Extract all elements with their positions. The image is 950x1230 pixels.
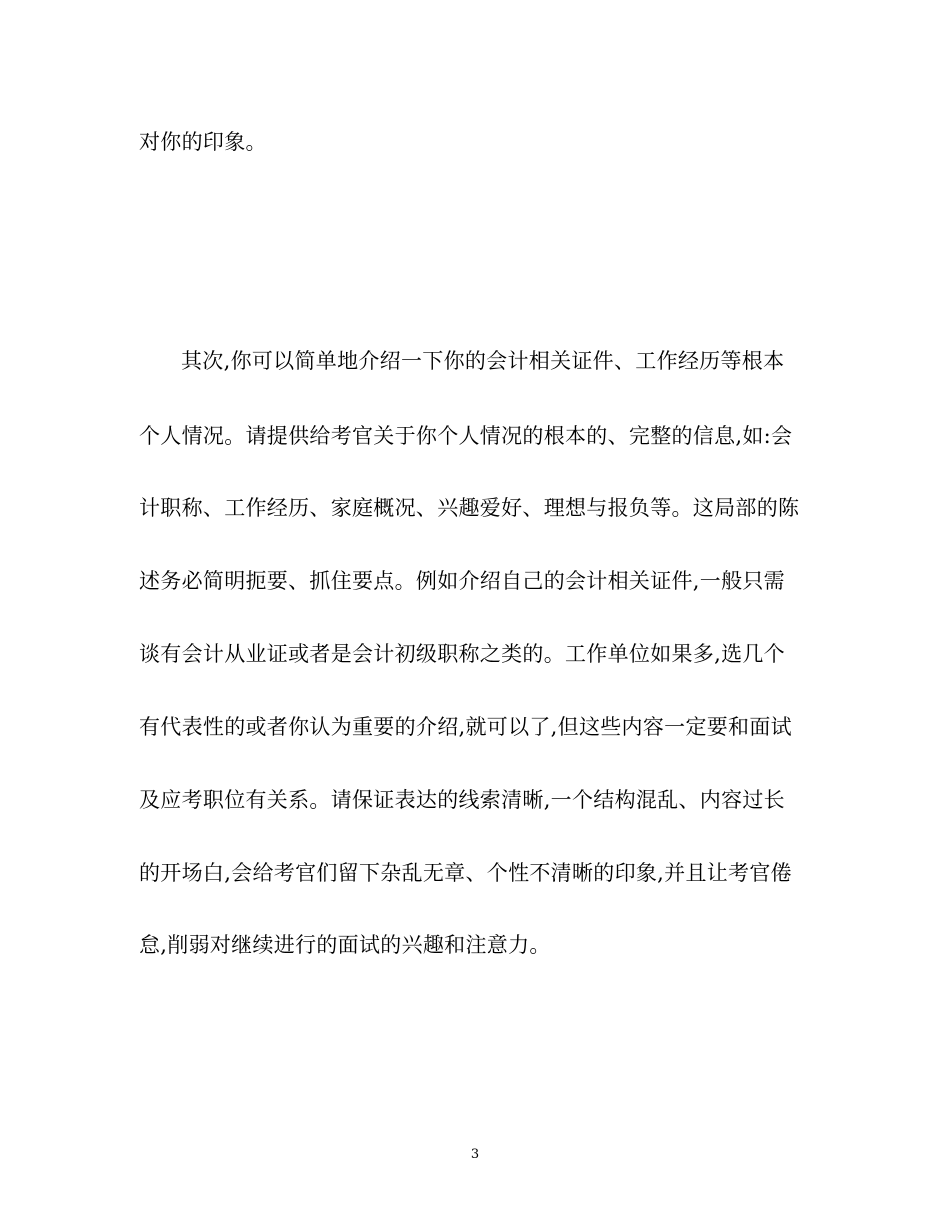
paragraph-line: 对你的印象。 [139, 130, 267, 154]
paragraph-line: 述务必简明扼要、抓住要点。例如介绍自己的会计相关证件,一般只需 [139, 569, 785, 593]
paragraph-line: 有代表性的或者你认为重要的介绍,就可以了,但这些内容一定要和面试 [139, 715, 792, 739]
paragraph-line: 的开场白,会给考官们留下杂乱无章、个性不清晰的印象,并且让考官倦 [139, 861, 792, 885]
paragraph-line: 谈有会计从业证或者是会计初级职称之类的。工作单位如果多,选几个 [139, 642, 785, 666]
paragraph-line: 计职称、工作经历、家庭概况、兴趣爱好、理想与报负等。这局部的陈 [139, 496, 800, 520]
paragraph-line: 怠,削弱对继续进行的面试的兴趣和注意力。 [139, 933, 551, 957]
paragraph-line: 及应考职位有关系。请保证表达的线索清晰,一个结构混乱、内容过长 [139, 788, 785, 812]
paragraph-line: 其次,你可以简单地介绍一下你的会计相关证件、工作经历等根本 [181, 349, 785, 373]
page-number: 3 [470, 1147, 480, 1162]
paragraph-line: 个人情况。请提供给考官关于你个人情况的根本的、完整的信息,如:会 [139, 424, 793, 448]
